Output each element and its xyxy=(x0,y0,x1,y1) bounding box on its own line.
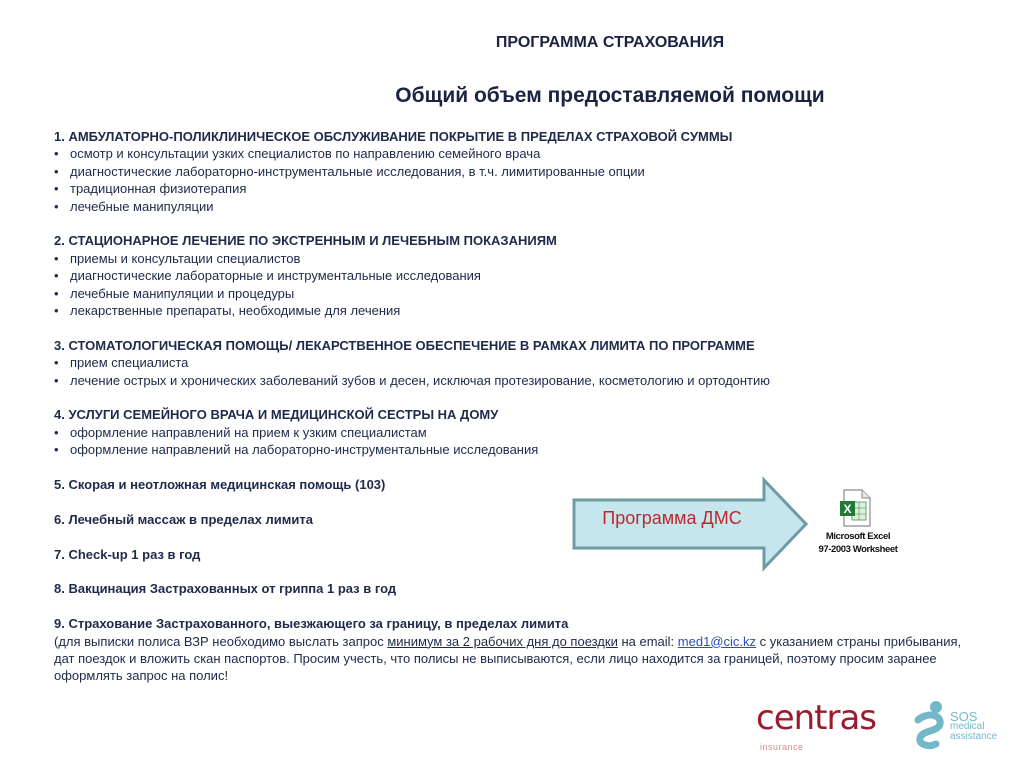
travel-note xyxy=(54,633,974,685)
sos-logo-line3: assistance xyxy=(950,731,998,742)
sos-figure-icon xyxy=(908,700,952,750)
list-item xyxy=(54,372,974,389)
bullet-icon: • xyxy=(54,163,59,179)
list-item-text: диагностические лабораторные и инструментальные исследования xyxy=(70,268,481,284)
section-heading: 4. УСЛУГИ СЕМЕЙНОГО ВРАЧА И МЕДИЦИНСКОЙ СЕСТРЫ НА ДОМУ xyxy=(54,407,499,423)
list-item xyxy=(54,267,974,284)
list-item-text: лечебные манипуляции xyxy=(70,198,214,214)
section-9 xyxy=(54,615,974,685)
bullet-icon: • xyxy=(54,146,59,162)
page-subtitle: Общий объем предоставляемой помощи xyxy=(395,84,825,107)
sos-logo-text xyxy=(950,709,998,742)
sos-logo xyxy=(908,700,1018,760)
bullet-icon: • xyxy=(54,285,59,301)
bullet-icon: • xyxy=(54,250,59,266)
list-item xyxy=(54,198,974,215)
list-item xyxy=(54,180,974,197)
section-heading: 3. СТОМАТОЛОГИЧЕСКАЯ ПОМОЩЬ/ ЛЕКАРСТВЕННОЕ ОБЕСПЕЧЕНИЕ В РАМКАХ ЛИМИТА ПО ПРОГРАММЕ xyxy=(54,337,755,353)
excel-caption xyxy=(798,530,918,556)
bullet-icon: • xyxy=(54,372,59,388)
section-heading: 9. Страхование Застрахованного, выезжающего за границу, в пределах лимита xyxy=(54,616,569,632)
centras-logo-text: centras xyxy=(756,698,877,738)
section-heading: 7. Check-up 1 раз в год xyxy=(54,546,201,562)
list-item xyxy=(54,302,974,319)
note-text: (для выписки полиса ВЗР необходимо выслать запрос xyxy=(54,633,388,649)
list-item-text: оформление направлений на прием к узким специалистам xyxy=(70,424,427,440)
bullet-icon: • xyxy=(54,268,59,284)
dms-program-link[interactable] xyxy=(572,476,812,572)
note-text: на email: xyxy=(617,633,678,649)
note-text: с указанием страны прибывания, дат поездок и вложить скан паспортов. Просим учесть, что полисы не выписываются, если лицо находится за границей, поэтому просим заранее оформлять запрос на полис! xyxy=(54,633,962,684)
excel-caption-line2: 97-2003 Worksheet xyxy=(818,544,898,555)
excel-attachment[interactable] xyxy=(798,488,918,568)
list-item-text: традиционная физиотерапия xyxy=(70,181,247,197)
section-heading: 2. СТАЦИОНАРНОЕ ЛЕЧЕНИЕ ПО ЭКСТРЕННЫМ И ЛЕЧЕБНЫМ ПОКАЗАНИЯМ xyxy=(54,233,557,249)
centras-logo-subtext: insurance xyxy=(760,742,804,752)
sos-logo-line2: medical xyxy=(950,721,985,732)
list-item xyxy=(54,250,974,267)
list-item-text: приемы и консультации специалистов xyxy=(70,250,301,266)
page-title: ПРОГРАММА СТРАХОВАНИЯ xyxy=(495,34,725,51)
dms-program-label: Программа ДМС xyxy=(602,508,742,528)
sos-logo-line1: SOS xyxy=(950,709,978,724)
email-link[interactable]: med1@cic.kz xyxy=(677,633,756,649)
section-3 xyxy=(54,337,974,389)
list-item xyxy=(54,145,974,162)
list-item-text: осмотр и консультации узких специалистов по направлению семейного врача xyxy=(70,146,541,162)
centras-logo xyxy=(756,698,876,758)
list-item xyxy=(54,285,974,302)
section-2 xyxy=(54,232,974,319)
list-item-text: лекарственные препараты, необходимые для лечения xyxy=(70,303,401,319)
bullet-icon: • xyxy=(54,181,59,197)
note-deadline: минимум за 2 рабочих дня до поездки xyxy=(387,633,618,649)
list-item xyxy=(54,354,974,371)
section-heading: 6. Лечебный массаж в пределах лимита xyxy=(54,511,313,527)
list-item-text: диагностические лабораторно-инструментальные исследования, в т.ч. лимитированные опции xyxy=(70,163,645,179)
coverage-list xyxy=(54,128,974,702)
bullet-icon: • xyxy=(54,303,59,319)
svg-text:X: X xyxy=(843,502,852,516)
section-1 xyxy=(54,128,974,215)
bullet-icon: • xyxy=(54,424,59,440)
section-heading: 5. Скорая и неотложная медицинская помощь (103) xyxy=(54,477,386,493)
list-item-text: лечебные манипуляции и процедуры xyxy=(70,285,295,301)
section-8 xyxy=(54,580,974,597)
excel-file-icon xyxy=(836,488,876,528)
list-item-text: лечение острых и хронических заболеваний зубов и десен, исключая протезирование, косметологию и ортодонтию xyxy=(70,372,771,388)
bullet-icon: • xyxy=(54,442,59,458)
list-item-text: прием специалиста xyxy=(70,355,189,371)
section-4 xyxy=(54,406,974,458)
list-item-text: оформление направлений на лабораторно-инструментальные исследования xyxy=(70,442,539,458)
bullet-icon: • xyxy=(54,355,59,371)
section-heading: 8. Вакцинация Застрахованных от гриппа 1 раз в год xyxy=(54,581,397,597)
list-item xyxy=(54,163,974,180)
list-item xyxy=(54,424,974,441)
list-item xyxy=(54,441,974,458)
excel-caption-line1: Microsoft Excel xyxy=(825,531,891,542)
section-heading: 1. АМБУЛАТОРНО-ПОЛИКЛИНИЧЕСКОЕ ОБСЛУЖИВАНИЕ ПОКРЫТИЕ В ПРЕДЕЛАХ СТРАХОВОЙ СУММЫ xyxy=(54,129,733,144)
bullet-icon: • xyxy=(54,198,59,214)
